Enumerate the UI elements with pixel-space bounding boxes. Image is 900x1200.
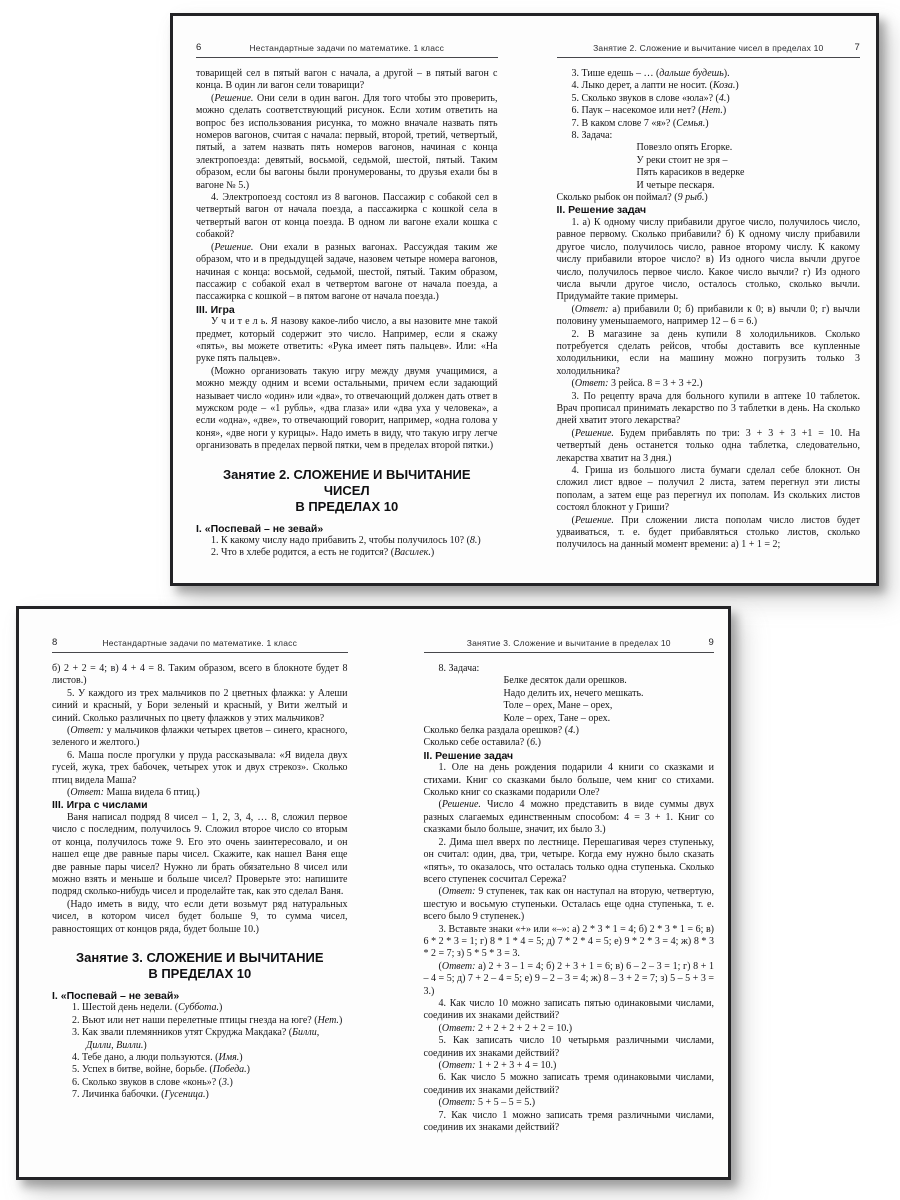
italic-text-run: 4. bbox=[568, 725, 576, 737]
page-6 bbox=[173, 16, 525, 583]
paragraph bbox=[52, 1015, 348, 1027]
paragraph bbox=[557, 217, 861, 304]
paragraph bbox=[557, 93, 861, 105]
running-title: Нестандартные задачи по математике. 1 класс bbox=[102, 638, 298, 648]
text-run: 6. Паук – насекомое или нет? ( bbox=[571, 105, 702, 117]
running-title: Занятие 2. Сложение и вычитание чисел в пределах 10 bbox=[593, 43, 824, 53]
paragraph bbox=[557, 428, 861, 465]
text-run: ( bbox=[211, 92, 215, 104]
paragraph bbox=[424, 924, 715, 961]
paragraph bbox=[196, 242, 498, 304]
text-run: 6. Маша после прогулки у пруда рассказывала: «Я видела двух гусей, жука, трех бабочек, четырех уток и двух стрекоз». Сколько птиц видела Маша? bbox=[52, 749, 348, 786]
verse-line: Пять карасиков в ведерке bbox=[636, 167, 745, 179]
text-run: III. Игра bbox=[196, 303, 235, 316]
text-run: III. Игра с числами bbox=[52, 799, 148, 812]
italic-text-run: Ответ: bbox=[70, 725, 104, 737]
text-run: 5. Сколько звуков в слове «юла»? ( bbox=[571, 92, 719, 104]
paragraph bbox=[52, 725, 348, 750]
text-run: ) bbox=[143, 1039, 147, 1051]
paragraph bbox=[52, 899, 348, 936]
italic-text-run: Имя. bbox=[218, 1051, 240, 1063]
page-body bbox=[424, 663, 715, 1134]
italic-text-run: Ответ: bbox=[441, 1060, 476, 1071]
verse-line: Белке десяток дали орешков. bbox=[503, 675, 627, 687]
running-head bbox=[557, 42, 861, 58]
paragraph bbox=[557, 192, 861, 204]
text-run: 1. а) К одному числу прибавили другое число, получилось число, равное первому. Сколько прибавили? б) К одному числу прибавили другое число, получилось число, равное второму числу. К какому числу прибавили второе число? в) Из одного числа вычли другое число, получилось первое число. Какое число вычли? г) Из одного числа вычли другое число, осталось столько, сколько вычли. Придумайте такие примеры. bbox=[556, 216, 860, 303]
italic-text-run: Ответ: bbox=[574, 303, 609, 315]
text-run: I. «Поспевай – не зевай» bbox=[52, 989, 180, 1002]
italic-text-run: дальше будешь bbox=[659, 68, 724, 79]
text-run: ( bbox=[438, 960, 442, 972]
paragraph bbox=[52, 1002, 348, 1014]
text-run: 4. Тебе дано, а люди пользуются. ( bbox=[72, 1051, 219, 1063]
text-run: ( bbox=[571, 427, 575, 439]
text-run: Они сели в один вагон. Для того чтобы это проверить, можно сделать соответствующий рисунок. Если хотим ответить на вопрос без использования рисунка, то можно вначале назвать пять номеров вагонов, считая с начала: первый, второй, третий, четвертый, пятый, а затем назвать пять номеров вагонов, начиная с конца электропоезда: девятый, восьмой, седьмой, шестой, пятый. Таким образом, если бы вагоны были пронумерованы, то друзья ехали бы в вагоне № 5.) bbox=[196, 92, 498, 191]
paragraph bbox=[557, 304, 861, 329]
text-run: 1. К какому числу надо прибавить 2, чтобы получилось 10? ( bbox=[211, 535, 470, 546]
text-run: 1. Оле на день рождения подарили 4 книги со сказками и стихами. Книг со сказками было больше, чем книг со стихами. Сколько книг со сказками подарили Оле? bbox=[423, 762, 714, 799]
text-run: а) прибавили 0; б) прибавили к 0; в) вычли 0; г) вычли половину уменьшаемого, например 12 – 6 = 6.) bbox=[556, 303, 860, 328]
paragraph bbox=[557, 68, 861, 80]
text-run: 7. Как число 1 можно записать тремя различными числами, соединив их знаками действий? bbox=[423, 1109, 714, 1134]
section-heading bbox=[196, 304, 498, 316]
text-run: 2. В магазине за день купили 8 холодильников. Сколько потребуется сделать рейсов, чтобы доставить все купленные холодильники, если на машину можно погрузить только 3 холодильника? bbox=[556, 328, 860, 377]
text-run: У ч и т е л ь. Я назову какое-либо число, а вы назовите мне такой предмет, который содержит это число. Например, если я скажу «пять», вы можете ответить: «Рука имеет пять пальцев». Или: «На руке пять пальцев». bbox=[196, 316, 498, 365]
page-number: 9 bbox=[708, 637, 714, 648]
paragraph bbox=[52, 787, 348, 799]
italic-text-run: Ответ: bbox=[441, 886, 476, 898]
page-9 bbox=[374, 609, 729, 1177]
paragraph bbox=[424, 886, 715, 923]
text-run: ) bbox=[430, 547, 435, 559]
page-number: 7 bbox=[854, 42, 860, 53]
paragraph bbox=[424, 799, 715, 836]
text-run: 3. Тише едешь – … ( bbox=[571, 68, 660, 79]
italic-text-run: Ответ: bbox=[574, 378, 609, 390]
text-run: (Надо иметь в виду, что если дети возьмут ряд натуральных чисел, в котором чисел будет больше 9, то сумма чисел, равностоящих от концов ряда, будет больше 10.) bbox=[52, 898, 348, 935]
page-8 bbox=[19, 609, 374, 1177]
text-run: 6. Как число 5 можно записать тремя одинаковыми числами, соединив их знаками действий? bbox=[423, 1072, 714, 1096]
text-run: Будем прибавлять по три: 3 + 3 + 3 +1 = 10. На четвертый день останется только одна таблетка, следовательно, лекарства хватит на 3 дня.) bbox=[556, 427, 860, 464]
section-heading bbox=[557, 204, 861, 216]
text-run: ) bbox=[722, 105, 727, 117]
paragraph bbox=[196, 535, 498, 547]
text-run: ( bbox=[67, 725, 71, 737]
text-run: 4. Лыко дерет, а лапти не носит. ( bbox=[571, 80, 713, 92]
italic-text-run: Нет. bbox=[317, 1014, 339, 1026]
text-run: 2. Вьют или нет наши перелетные птицы гнезда на юге? ( bbox=[72, 1014, 318, 1026]
paragraph bbox=[424, 1035, 715, 1060]
text-run: 1. Шестой день недели. ( bbox=[72, 1002, 179, 1014]
italic-text-run: Ответ: bbox=[441, 960, 476, 972]
paragraph bbox=[424, 837, 715, 887]
text-run: ( bbox=[571, 514, 575, 526]
text-run: 7. В каком слове 7 «я»? ( bbox=[571, 117, 677, 129]
verse-line: И четыре пескаря. bbox=[636, 179, 715, 191]
text-run: ) bbox=[575, 725, 579, 737]
paragraph bbox=[557, 465, 861, 515]
verse-block bbox=[637, 142, 861, 192]
paragraph bbox=[557, 515, 861, 552]
text-run: ( bbox=[571, 303, 575, 315]
text-run: ) bbox=[239, 1051, 243, 1063]
italic-text-run: Решение. bbox=[574, 514, 614, 526]
verse-line: Повезло опять Егорке. bbox=[636, 142, 733, 154]
paragraph bbox=[52, 1089, 348, 1101]
paragraph bbox=[424, 725, 715, 737]
italic-text-run: Василек. bbox=[394, 547, 431, 559]
text-run: ) bbox=[205, 1089, 209, 1101]
italic-text-run: Семья. bbox=[676, 117, 706, 129]
italic-text-run: Решение. bbox=[574, 427, 614, 439]
paragraph bbox=[424, 1097, 715, 1109]
italic-text-run: 8. bbox=[469, 535, 478, 546]
book-spread-pages-8-9 bbox=[16, 606, 731, 1180]
paragraph bbox=[424, 663, 715, 675]
section-heading bbox=[196, 523, 498, 535]
paragraph bbox=[424, 1023, 715, 1035]
paragraph bbox=[196, 316, 498, 366]
section-heading bbox=[52, 990, 348, 1002]
text-run: 5 + 5 – 5 = 5.) bbox=[475, 1097, 536, 1109]
text-run: 5. Успех в битве, войне, борьбе. ( bbox=[72, 1064, 213, 1076]
paragraph bbox=[424, 1060, 715, 1072]
paragraph bbox=[52, 1052, 348, 1064]
paragraph bbox=[52, 1027, 348, 1052]
text-run: 8. Задача: bbox=[438, 663, 480, 674]
italic-text-run: 9 рыб. bbox=[677, 192, 705, 204]
text-run: ( bbox=[438, 1097, 442, 1109]
italic-text-run: Билли, Дилли, Вилли. bbox=[86, 1027, 320, 1051]
text-run: ( bbox=[438, 799, 442, 811]
paragraph bbox=[557, 118, 861, 130]
text-run: 3 рейса. 8 = 3 + 3 +2.) bbox=[608, 378, 703, 390]
text-run: II. Решение задач bbox=[423, 749, 514, 762]
text-run: б) 2 + 2 = 4; в) 4 + 4 = 8. Таким образом, всего в блокноте будет 8 листов.) bbox=[52, 663, 348, 687]
text-run: 3. Вставьте знаки «+» или «–»: а) 2 * 3 * 1 = 4; б) 2 * 3 * 1 = 6; в) 6 * 2 * 3 = 1; г) 8 * 1 * 4 = 5; д) 7 * 2 * 4 = 5; е) 9 * 2 * 3 = 4; ж) 8 * 3 * 2 = 7; з) 5 * 5 * 3 = 3. bbox=[423, 923, 714, 960]
italic-text-run: Ответ: bbox=[441, 1097, 476, 1109]
text-run: 7. Личинка бабочки. ( bbox=[72, 1089, 165, 1101]
paragraph bbox=[424, 1072, 715, 1097]
running-head bbox=[52, 637, 348, 653]
italic-text-run: Гусеница. bbox=[164, 1089, 206, 1101]
text-run: ) bbox=[704, 192, 708, 204]
paragraph bbox=[424, 1110, 715, 1135]
text-run: ) bbox=[477, 535, 481, 546]
chapter-heading-line: Занятие 3. СЛОЖЕНИЕ И ВЫЧИТАНИЕ bbox=[76, 949, 324, 965]
paragraph bbox=[196, 192, 498, 242]
text-run: Маша видела 6 птиц.) bbox=[104, 787, 200, 799]
paragraph bbox=[557, 378, 861, 390]
italic-text-run: Решение. bbox=[441, 799, 481, 811]
paragraph bbox=[52, 750, 348, 787]
paragraph bbox=[52, 1077, 348, 1089]
paragraph bbox=[196, 366, 498, 453]
verse-line: Коле – орех, Тане – орех. bbox=[503, 712, 611, 724]
italic-text-run: Решение. bbox=[214, 241, 254, 253]
running-head bbox=[196, 42, 498, 58]
text-run: 5. Как записать число 10 четырьмя различными числами, соединив их знаками действий? bbox=[423, 1035, 714, 1059]
text-run: При сложении листа пополам число листов будет удваиваться, т. е. будет прибавляться столько листов, сколько получилось на данный момент времени: а) 1 + 1 = 2; bbox=[556, 514, 860, 551]
italic-text-run: Решение. bbox=[214, 92, 254, 104]
text-run: ) bbox=[229, 1076, 233, 1088]
text-run: 2 + 2 + 2 + 2 + 2 = 10.) bbox=[475, 1022, 573, 1034]
verse-block bbox=[504, 675, 715, 725]
paragraph bbox=[52, 1064, 348, 1076]
page-7 bbox=[525, 16, 877, 583]
text-run: ) bbox=[537, 737, 541, 749]
italic-text-run: Ответ: bbox=[70, 787, 104, 799]
text-run: 2. Дима шел вверх по лестнице. Перешагивая через ступеньку, он считал: один, два, три, четыре. Когда ему нужно было сказать «пять», то оказалось, что осталась только одна ступенька. Сколько всего ступенек сосчитал Сережа? bbox=[423, 836, 714, 885]
chapter-heading-line: Занятие 2. СЛОЖЕНИЕ И ВЫЧИТАНИЕ ЧИСЕЛ bbox=[223, 466, 471, 498]
paragraph bbox=[52, 663, 348, 688]
text-run: 4. Электропоезд состоял из 8 вагонов. Пассажир с собакой сел в четвертый вагон от начала поезда, а пассажирка с кошкой села в четвертый вагон от конца поезда. В одном ли вагоне ехали кошка с собакой? bbox=[196, 192, 498, 241]
text-run: Сколько белка раздала орешков? ( bbox=[423, 725, 569, 737]
page-body bbox=[557, 68, 861, 552]
page-number: 6 bbox=[196, 42, 202, 53]
section-heading bbox=[52, 799, 348, 811]
italic-text-run: 4. bbox=[718, 92, 727, 104]
paragraph bbox=[557, 329, 861, 379]
italic-text-run: 3. bbox=[221, 1076, 230, 1088]
chapter-heading-line: В ПРЕДЕЛАХ 10 bbox=[295, 498, 399, 514]
verse-line: Надо делить их, нечего мешкать. bbox=[503, 687, 644, 699]
italic-text-run: Ответ: bbox=[441, 1022, 476, 1034]
text-run: ( bbox=[438, 886, 442, 898]
running-title: Занятие 3. Сложение и вычитание в пределах 10 bbox=[466, 638, 671, 648]
italic-text-run: Нет. bbox=[701, 105, 723, 117]
paragraph bbox=[557, 391, 861, 428]
text-run: 3. Как звали племянников утят Скруджа Макдака? ( bbox=[72, 1027, 293, 1039]
text-run: ) bbox=[246, 1064, 250, 1076]
text-run: (Можно организовать такую игру между двумя учащимися, а можно между одним и всеми остальными, причем если задающий называет число «один» или «два», то отвечающий должен дать ответ в мужском роде – «1 рубль», «два глаза» или «два уха у человека», а если «одна», «две», то отвечающий говорит, например, «одна голова у коня», «две ноги у курицы». Надо иметь в виду, что такую игру легче организовать в пределах первой пятки, чем в пределах второй пятки.) bbox=[196, 365, 498, 452]
text-run: 4. Как число 10 можно записать пятью одинаковыми числами, соединив их знаками действий? bbox=[423, 997, 714, 1022]
text-run: 8. Задача: bbox=[571, 130, 613, 142]
text-run: 2. Что в хлебе родится, а есть не годится? ( bbox=[211, 547, 395, 559]
paragraph bbox=[52, 688, 348, 725]
text-run: ) bbox=[726, 92, 730, 104]
paragraph bbox=[557, 130, 861, 142]
text-run: ( bbox=[438, 1060, 442, 1071]
chapter-heading bbox=[200, 467, 494, 515]
text-run: ) bbox=[338, 1014, 343, 1026]
text-run: 4. Гриша из большого листа бумаги сделал себе блокнот. Он сложил лист вдвое – получил 2 листа, затем перегнул эти листы пополам, а затем еще раз перегнул их пополам. Из скольких листов состоял блокнот у Гриши? bbox=[556, 465, 860, 514]
page-body bbox=[196, 68, 498, 560]
book-spread-pages-6-7 bbox=[170, 13, 879, 586]
paragraph bbox=[196, 68, 498, 93]
text-run: ( bbox=[438, 1022, 442, 1034]
paragraph bbox=[424, 762, 715, 799]
text-run: ( bbox=[211, 241, 215, 253]
paragraph bbox=[557, 80, 861, 92]
running-head bbox=[424, 637, 715, 653]
text-run: Число 4 можно представить в виде суммы двух разных слагаемых единственным способом: 4 = 3 + 1. Книг со сказками было больше, значит, их было 3.) bbox=[423, 799, 714, 836]
paragraph bbox=[557, 105, 861, 117]
text-run: II. Решение задач bbox=[556, 204, 647, 217]
page-number: 8 bbox=[52, 637, 58, 648]
text-run: у мальчиков флажки четырех цветов – синего, красного, зеленого и желтого.) bbox=[52, 725, 348, 749]
paragraph bbox=[424, 737, 715, 749]
paragraph bbox=[196, 93, 498, 192]
paragraph bbox=[424, 961, 715, 998]
text-run: 9 ступенек, так как он наступал на вторую, четвертую, шестую и восьмую ступеньки. Осталась еще одна ступенька, т. е. всего было 9 ступенек.) bbox=[423, 886, 714, 923]
italic-text-run: Коза. bbox=[712, 80, 736, 92]
text-run: ) bbox=[219, 1002, 223, 1014]
text-run: 5. У каждого из трех мальчиков по 2 цветных флажка: у Алеши синий и красный, у Бори зеленый и красный, у Вити желтый и синий. Сколько различных по цвету флажков у этих мальчиков? bbox=[52, 687, 348, 724]
verse-line: Толе – орех, Мане – орех, bbox=[503, 700, 613, 712]
italic-text-run: 6. bbox=[530, 737, 538, 749]
paragraph bbox=[424, 998, 715, 1023]
chapter-heading-line: В ПРЕДЕЛАХ 10 bbox=[148, 965, 252, 981]
chapter-heading bbox=[56, 950, 344, 982]
text-run: ( bbox=[67, 787, 71, 799]
italic-text-run: Суббота. bbox=[178, 1002, 219, 1014]
text-run: Ваня написал подряд 8 чисел – 1, 2, 3, 4, … 8, сложил первое число с последним, получилось 9. Сложил второе число со вторым от конца, получилось тоже 9. Его это очень заинтересовало, и он нашел еще две равные пары чисел. Скажите, как нашел Ваня еще две равные пары чисел? Нужно ли брать обязательно 8 чисел или можно взять и меньше и больше чисел? Проверьте это: напишите подряд сколько-нибудь чисел и проделайте так, как это сделал Ваня. bbox=[52, 811, 348, 898]
text-run: 6. Сколько звуков в слове «конь»? ( bbox=[72, 1076, 222, 1088]
verse-line: У реки стоит не зря – bbox=[636, 154, 728, 166]
text-run: Сколько рыбок он поймал? ( bbox=[556, 192, 678, 204]
text-run: Сколько себе оставила? ( bbox=[423, 737, 531, 749]
page-body bbox=[52, 663, 348, 1102]
text-run: товарищей сел в пятый вагон с начала, а другой – в пятый вагон с конца. В один ли вагон сели товарищи? bbox=[196, 68, 498, 92]
section-heading bbox=[424, 750, 715, 762]
paragraph bbox=[196, 547, 498, 559]
text-run: I. «Поспевай – не зевай» bbox=[196, 522, 324, 535]
text-run: ) bbox=[735, 80, 739, 92]
text-run: 1 + 2 + 3 + 4 = 10.) bbox=[475, 1060, 557, 1071]
italic-text-run: Победа. bbox=[212, 1064, 247, 1076]
text-run: ) bbox=[705, 117, 709, 129]
text-run: ). bbox=[723, 68, 730, 79]
text-run: ( bbox=[571, 378, 575, 390]
running-title: Нестандартные задачи по математике. 1 класс bbox=[249, 43, 445, 53]
text-run: Они ехали в разных вагонах. Рассуждая таким же образом, что и в предыдущей задаче, назовем четыре номера вагонов, начиная с конца: восьмой, седьмой, шестой, пятый. Таким образом, пассажир с собакой ехал в четвертом вагоне от начала поезда, а пассажирка с кошкой – в пятом вагоне от начала поезда.) bbox=[196, 241, 498, 303]
text-run: а) 2 + 3 – 1 = 4; б) 2 + 3 + 1 = 6; в) 6 – 2 – 3 = 1; г) 8 + 1 – 4 = 5; д) 7 + 2 – 4 = 5; е) 9 – 2 – 3 = 4; ж) 8 – 3 + 2 = 7; з) 5 – 5 + 3 = 3.) bbox=[423, 960, 714, 997]
text-run: 3. По рецепту врача для больного купили в аптеке 10 таблеток. Врач прописал принимать лекарство по 3 таблетки в день. На сколько дней хватит этого лекарства? bbox=[556, 390, 860, 427]
paragraph bbox=[52, 812, 348, 899]
